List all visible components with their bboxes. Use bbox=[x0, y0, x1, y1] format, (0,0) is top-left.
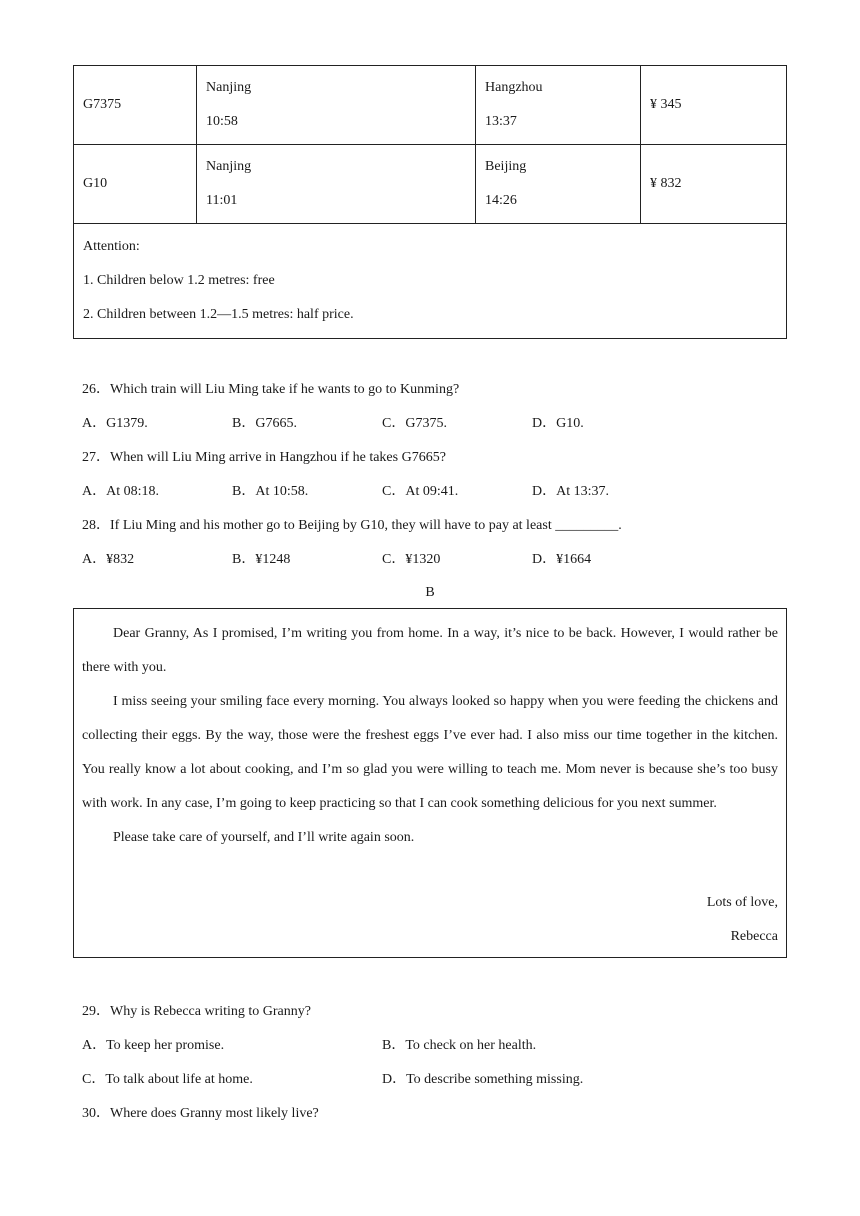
answer-option: C．To talk about life at home. bbox=[82, 1072, 253, 1087]
answer-option: D．G10. bbox=[532, 416, 584, 431]
arrival-time: 14:26 bbox=[485, 193, 517, 208]
letter-body bbox=[82, 617, 778, 855]
question-stem: 29．Why is Rebecca writing to Granny? bbox=[82, 1004, 311, 1019]
arrival-cell bbox=[476, 66, 641, 145]
letter-paragraph: I miss seeing your smiling face every morning. You always looked so happy when you were feeding the chickens and collecting their eggs. By the way, those were the freshest eggs I’ve ever had. I also miss our time together in the kitchen. You really know a lot about cooking, and I’m so glad you were willing to teach me. Mom never is because she’s too busy with work. In any case, I’m going to keep practicing so that I can cook something delicious for you next summer. bbox=[82, 694, 778, 811]
question-stem: 28．If Liu Ming and his mother go to Beijing by G10, they will have to pay at least _________. bbox=[82, 518, 622, 533]
answer-option: A．¥832 bbox=[82, 552, 135, 567]
departure-cell bbox=[197, 66, 476, 145]
answer-option: D．At 13:37. bbox=[532, 484, 609, 499]
answer-option: A．At 08:18. bbox=[82, 484, 159, 499]
departure-time: 10:58 bbox=[206, 114, 238, 129]
attention-note bbox=[74, 224, 787, 339]
letter-paragraph: Dear Granny, As I promised, I’m writing you from home. In a way, it’s nice to be back. However, I would rather be there with you. bbox=[82, 626, 778, 675]
letter-paragraph: Please take care of yourself, and I’ll write again soon. bbox=[113, 830, 415, 845]
departure-city: Nanjing bbox=[206, 159, 252, 174]
answer-option: D．¥1664 bbox=[532, 552, 592, 567]
train-number: G7375 bbox=[74, 66, 197, 145]
train-number: G10 bbox=[74, 145, 197, 224]
answer-option: C．G7375. bbox=[382, 416, 447, 431]
attention-title: Attention: bbox=[83, 239, 140, 254]
section-label: B bbox=[425, 585, 435, 600]
attention-item: 1. Children below 1.2 metres: free bbox=[83, 273, 275, 288]
arrival-time: 13:37 bbox=[485, 114, 517, 129]
answer-option: B．G7665. bbox=[232, 416, 297, 431]
arrival-city: Beijing bbox=[485, 159, 527, 174]
letter-signature: Rebecca bbox=[730, 929, 778, 944]
answer-option: D．To describe something missing. bbox=[382, 1072, 584, 1087]
answer-option: B．¥1248 bbox=[232, 552, 291, 567]
answer-option: C．At 09:41. bbox=[382, 484, 459, 499]
arrival-city: Hangzhou bbox=[485, 80, 543, 95]
attention-item: 2. Children between 1.2—1.5 metres: half price. bbox=[83, 307, 354, 322]
ticket-price: ¥ 832 bbox=[641, 145, 787, 224]
answer-option: A．To keep her promise. bbox=[82, 1038, 225, 1053]
answer-option: B．At 10:58. bbox=[232, 484, 309, 499]
arrival-cell bbox=[476, 145, 641, 224]
table-row bbox=[74, 145, 787, 224]
question-stem: 26．Which train will Liu Ming take if he wants to go to Kunming? bbox=[82, 382, 460, 397]
ticket-price: ¥ 345 bbox=[641, 66, 787, 145]
train-timetable bbox=[73, 65, 787, 339]
answer-option: C．¥1320 bbox=[382, 552, 441, 567]
letter-box bbox=[73, 608, 787, 958]
question-stem: 30．Where does Granny most likely live? bbox=[82, 1106, 319, 1121]
answer-option: A．G1379. bbox=[82, 416, 148, 431]
answer-option: B．To check on her health. bbox=[382, 1038, 537, 1053]
letter-closing: Lots of love, bbox=[706, 895, 778, 910]
departure-time: 11:01 bbox=[206, 193, 238, 208]
departure-city: Nanjing bbox=[206, 80, 252, 95]
table-row bbox=[74, 66, 787, 145]
question-stem: 27．When will Liu Ming arrive in Hangzhou if he takes G7665? bbox=[82, 450, 446, 465]
departure-cell bbox=[197, 145, 476, 224]
